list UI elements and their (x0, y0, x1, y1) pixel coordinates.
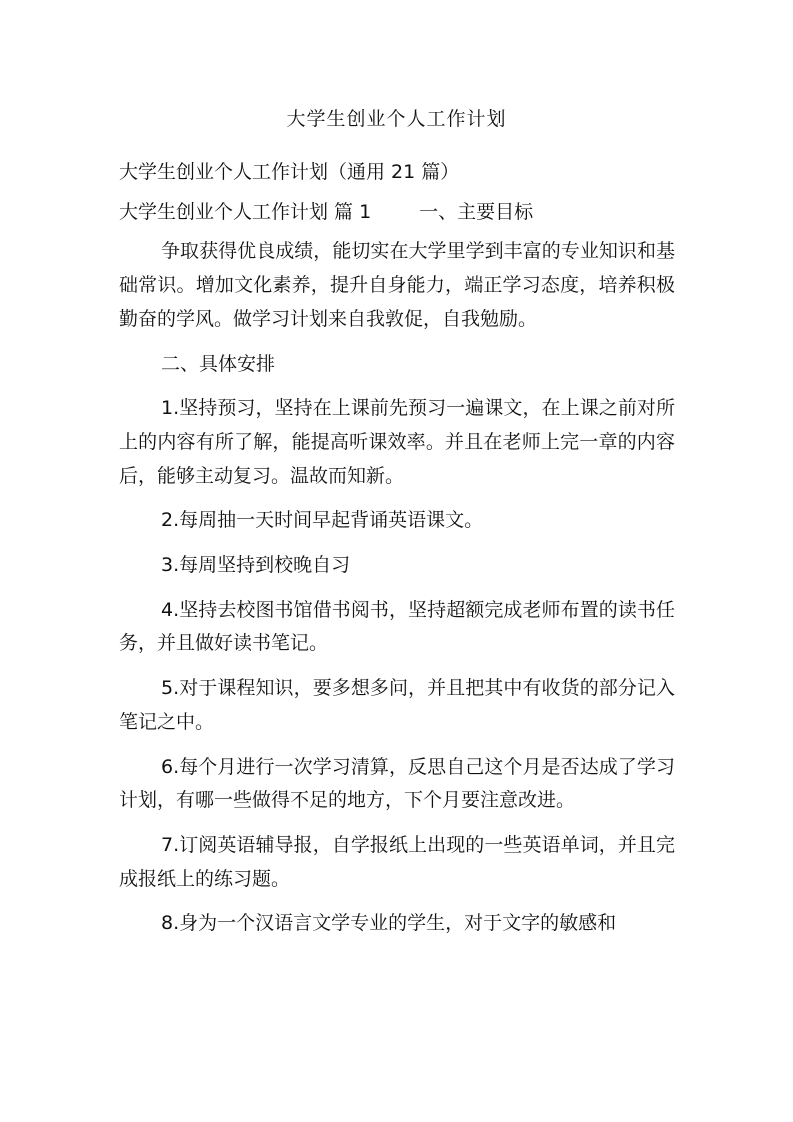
section-heading-line (119, 196, 675, 230)
heading-main-goals: 一、主要目标 (419, 200, 534, 223)
list-item: 2.每周抽一天时间早起背诵英语课文。 (161, 509, 484, 532)
document-subtitle: 大学生创业个人工作计划（通用 21 篇） (119, 161, 460, 183)
list-item: 3.每周坚持到校晚自习 (161, 554, 351, 577)
list-item: 4.坚持去校图书馆借书阅书，坚持超额完成老师布置的读书任务，并且做好读书笔记。 (119, 598, 675, 655)
heading-arrangements: 二、具体安排 (161, 352, 276, 375)
section-heading: 大学生创业个人工作计划 篇 1 (119, 200, 372, 223)
document-body (119, 156, 675, 952)
list-item: 1.坚持预习，坚持在上课前先预习一遍课文，在上课之前对所上的内容有所了解，能提高听课效率。并且在老师上完一章的内容后，能够主动复习。温故而知新。 (119, 397, 675, 487)
list-item: 8.身为一个汉语言文学专业的学生，对于文字的敏感和 (161, 912, 617, 935)
document-title: 大学生创业个人工作计划 (286, 108, 507, 130)
list-item: 6.每个月进行一次学习清算，反思自己这个月是否达成了学习计划，有哪一些做得不足的地方，下个月要注意改进。 (119, 755, 675, 812)
list-item: 5.对于课程知识，要多想多问，并且把其中有收货的部分记入笔记之中。 (119, 677, 675, 733)
list-item: 7.订阅英语辅导报，自学报纸上出现的一些英语单词，并且完成报纸上的练习题。 (119, 833, 675, 890)
paragraph-goals: 争取获得优良成绩，能切实在大学里学到丰富的专业知识和基础常识。增加文化素养，提升自身能力，端正学习态度，培养积极勤奋的学风。做学习计划来自我敦促，自我勉励。 (119, 240, 675, 330)
